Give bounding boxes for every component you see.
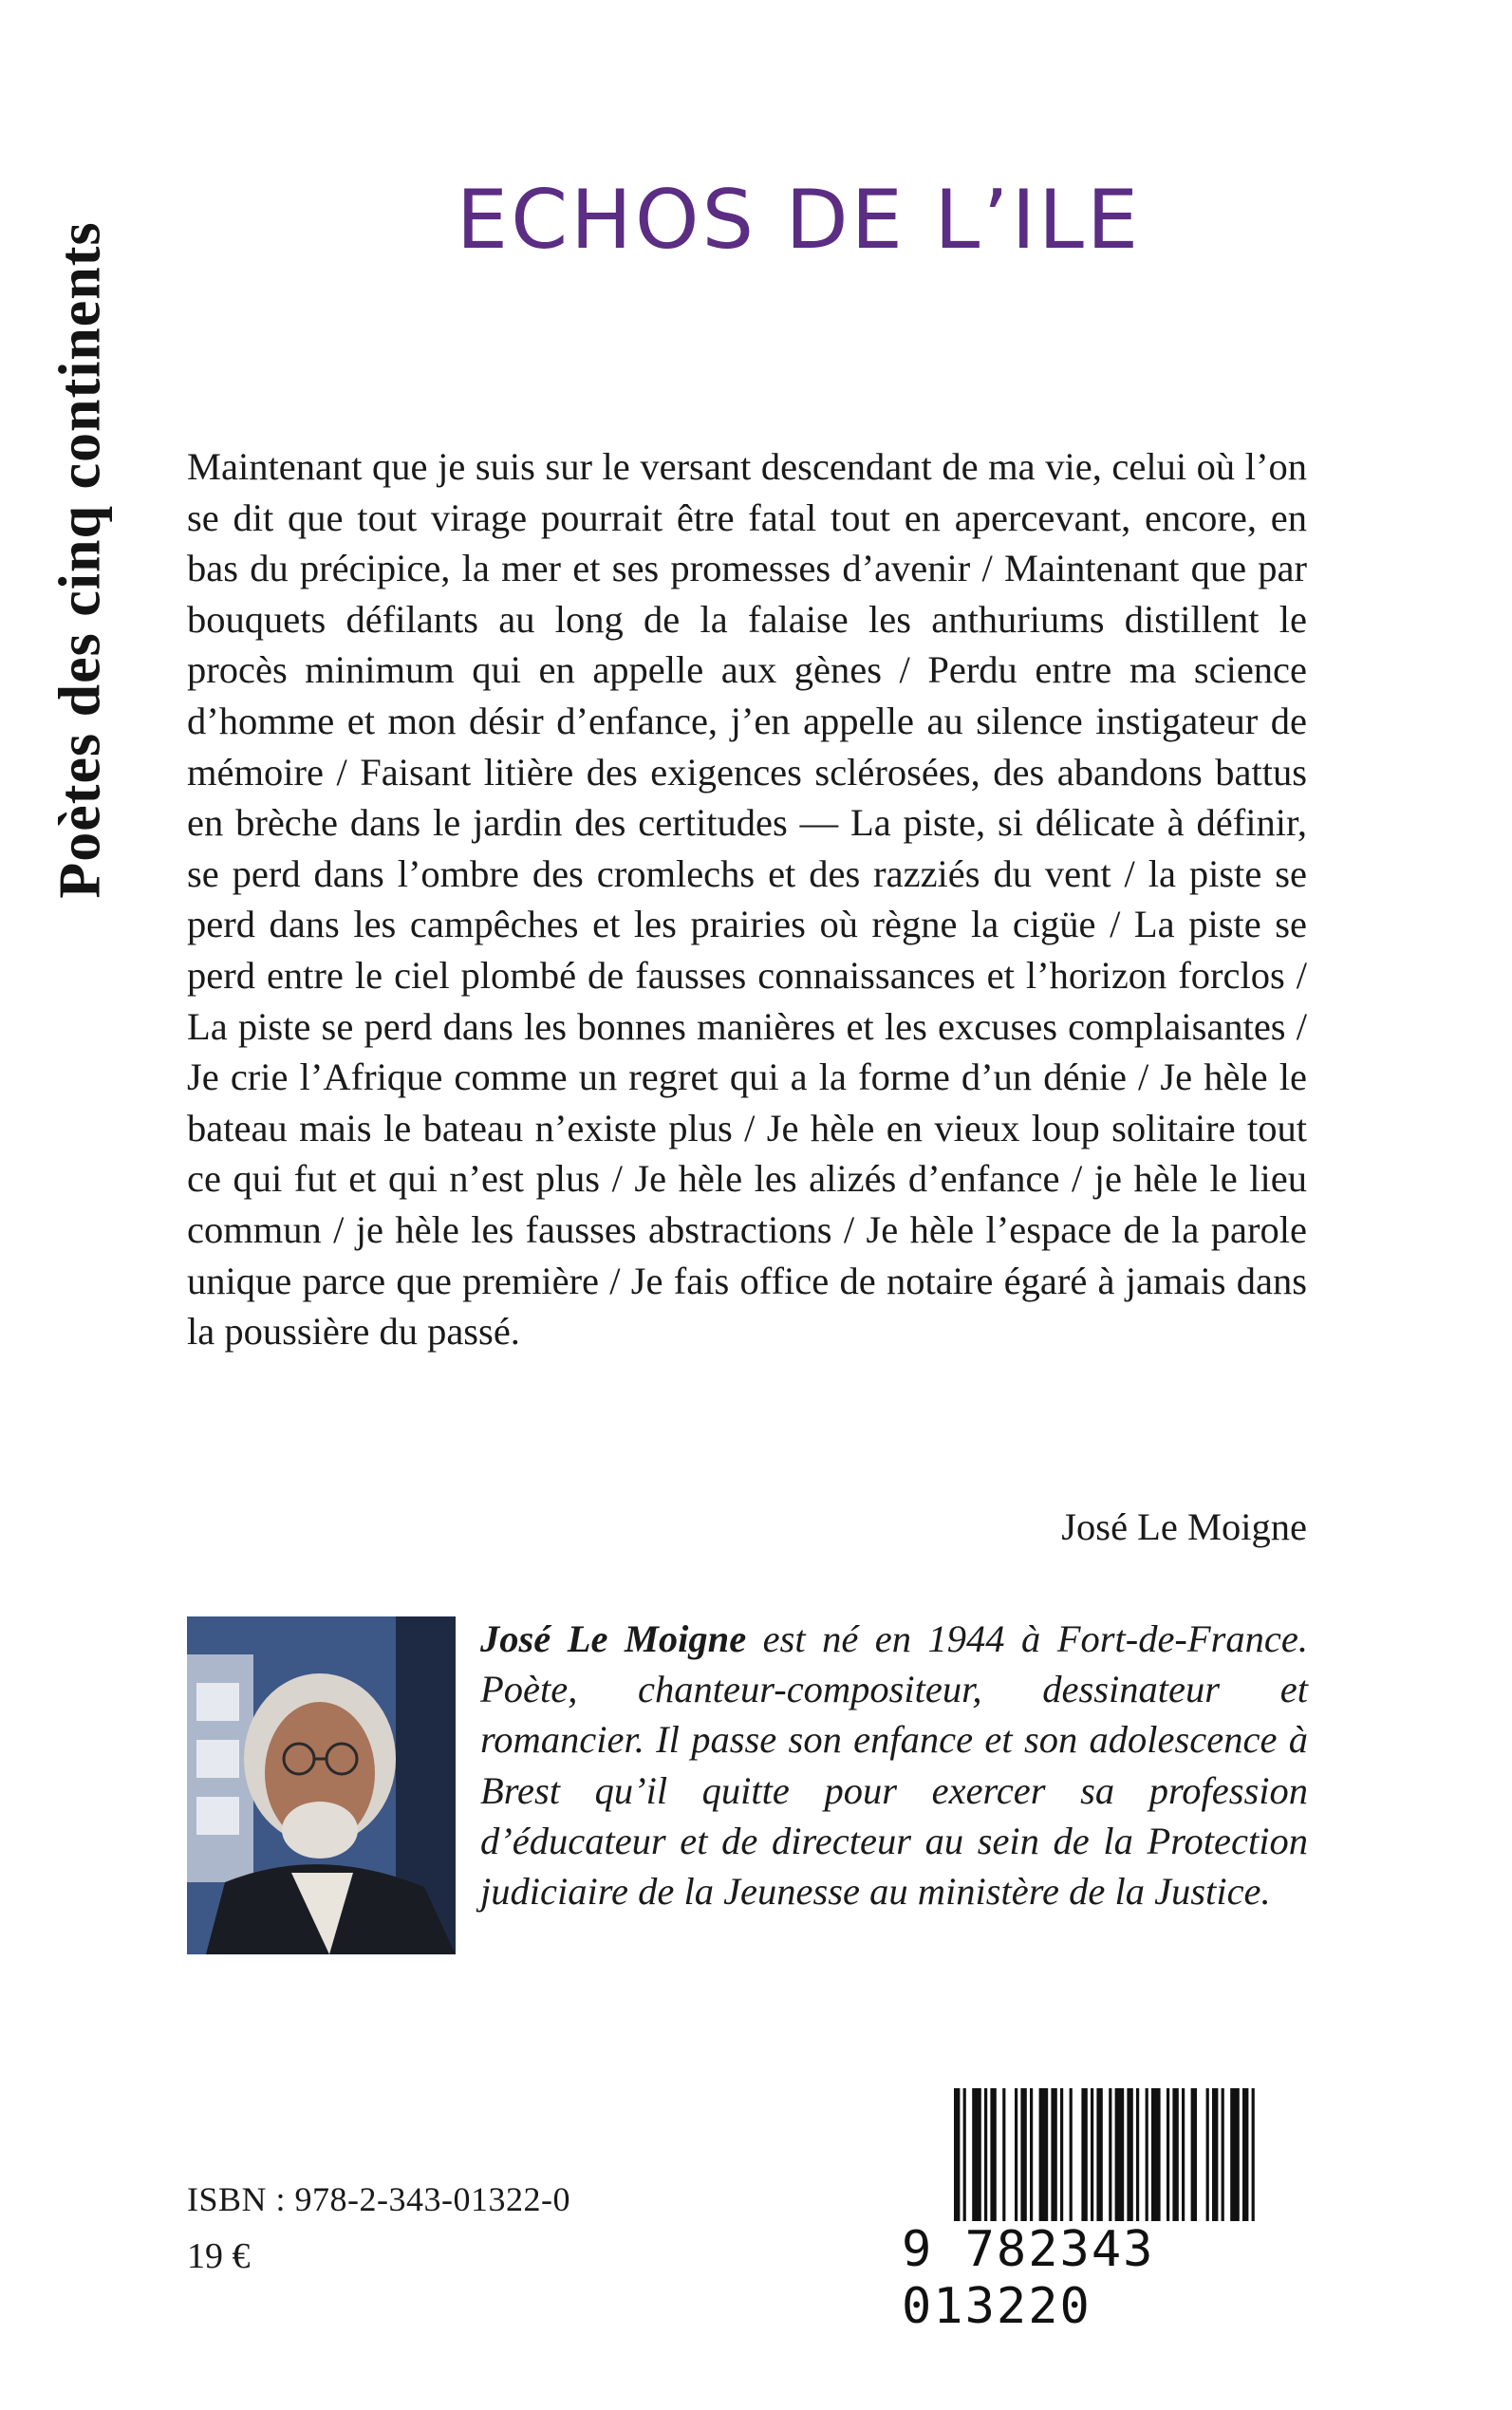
author-bio-name: José Le Moigne	[480, 1617, 747, 1660]
book-title: ECHOS DE L’ILE	[456, 173, 1142, 268]
series-spine	[38, 171, 123, 949]
back-cover-blurb: Maintenant que je suis sur le versant descendant de ma vie, celui où l’on se dit que tout virage pourrait être fatal tout en apercevant, encore, en bas du précipice, la mer et ses promesses d’avenir / Maintenant que par bouquets défilants au long de la falaise les anthuriums distillent le procès minimum qui en appelle aux gènes / Perdu entre ma science d’homme et mon désir d’enfance, j’en appelle au silence instigateur de mémoire / Faisant litière des exigences sclérosées, des abandons battus en brèche dans le jardin des certitudes — La piste, si délicate à définir, se perd dans l’ombre des cromlechs et des razziés du vent / la piste se perd dans les campêches et les prairies où règne la cigüe / La piste se perd entre le ciel plombé de fausses connaissances et l’horizon forclos / La piste se perd dans les bonnes manières et les excuses complaisantes / Je crie l’Afrique comme un regret qui a la forme d’un dénie / Je hèle le bateau mais le bateau n’existe plus / Je hèle en vieux loup solitaire tout ce qui fut et qui n’est plus / Je hèle les alizés d’enfance / je hèle le lieu commun / je hèle les fausses abstractions / Je hèle l’espace de la parole unique parce que première / Je fais office de notaire égaré à jamais dans la poussière du passé.	[187, 445, 1307, 1354]
author-portrait-illustration	[187, 1616, 456, 1954]
barcode-bar	[1002, 2088, 1005, 2221]
price: 19 €	[187, 2236, 251, 2276]
barcode-bar	[1081, 2088, 1087, 2221]
barcode-bar	[1096, 2088, 1102, 2221]
barcode-bar	[990, 2088, 996, 2221]
barcode-bar	[1151, 2088, 1161, 2221]
isbn: ISBN : 978-2-343-01322-0	[187, 2180, 570, 2218]
barcode-bar	[972, 2088, 981, 2221]
barcode-bar	[1230, 2088, 1240, 2221]
barcode-bar	[1212, 2088, 1218, 2221]
barcode-bar	[1167, 2088, 1169, 2221]
author-bio	[480, 1614, 1308, 1916]
barcode-bar	[1015, 2088, 1017, 2221]
barcode-bar	[963, 2088, 966, 2221]
barcode-bar	[1146, 2088, 1148, 2221]
barcode-bar	[1070, 2088, 1073, 2221]
barcode-bar	[954, 2088, 960, 2221]
barcode-bar	[1109, 2088, 1111, 2221]
barcode-bar	[1039, 2088, 1049, 2221]
barcode-bar	[1206, 2088, 1209, 2221]
barcode-bar	[1252, 2088, 1255, 2221]
barcode-bar	[1242, 2088, 1248, 2221]
barcode-bar	[1051, 2088, 1056, 2221]
barcode-bar	[1191, 2088, 1197, 2221]
barcode-bar	[1182, 2088, 1185, 2221]
barcode-bar	[1030, 2088, 1033, 2221]
barcode-bar	[1127, 2088, 1132, 2221]
barcode-bar	[1060, 2088, 1063, 2221]
author-photo	[187, 1616, 456, 1954]
barcode-bar	[984, 2088, 987, 2221]
barcode-bar	[1172, 2088, 1178, 2221]
author-bio-text: est né en 1944 à Fort-de-France. Poète, chanteur-compositeur, dessinateur et romancier. Il passe son enfance et son adolescence à Brest qu’il quitte pour exercer sa profession d’éducateur et de directeur au sein de la Protection judiciaire de la Jeunesse au ministère de la Justice.	[480, 1617, 1308, 1914]
barcode-digits: 9 782343 013220	[902, 2221, 1155, 2335]
blurb-signature: José Le Moigne	[1061, 1505, 1307, 1548]
barcode-bar	[1091, 2088, 1093, 2221]
barcode-bar	[1115, 2088, 1125, 2221]
barcode-bar	[1222, 2088, 1224, 2221]
barcode-bar	[1136, 2088, 1139, 2221]
series-name: Poètes des cinq continents	[47, 221, 113, 899]
barcode-bar	[1020, 2088, 1026, 2221]
